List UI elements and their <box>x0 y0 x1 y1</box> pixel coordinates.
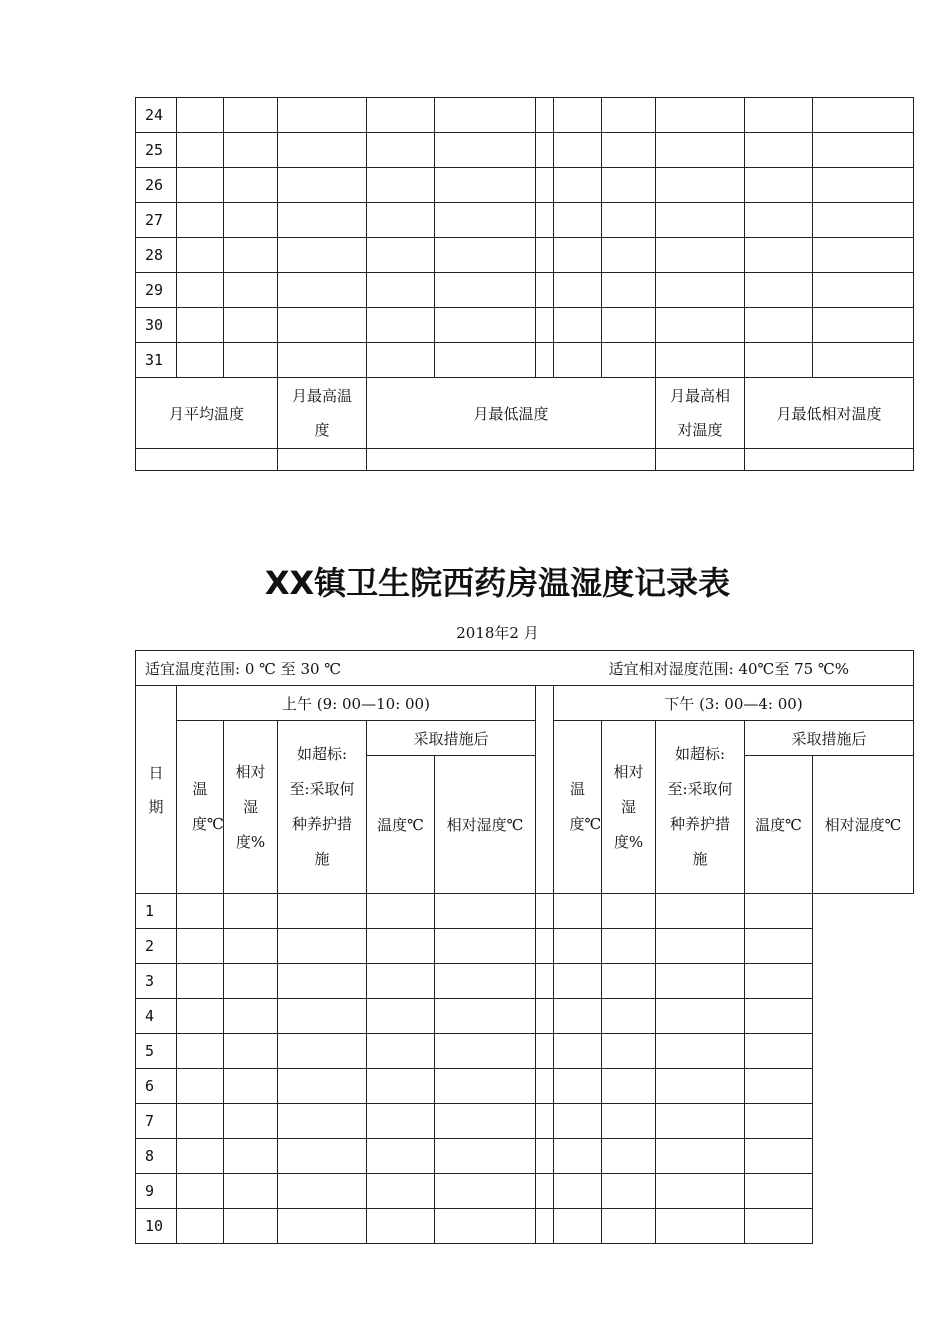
table-row <box>136 203 914 238</box>
divider-cell <box>536 273 554 308</box>
data-cell[interactable] <box>656 999 745 1034</box>
temp-range-text: 适宜温度范围: 0 ℃ 至 30 ℃ <box>145 659 342 678</box>
data-cell[interactable] <box>554 999 602 1034</box>
data-cell[interactable] <box>656 203 745 238</box>
humidity-range-text: 适宜相对湿度范围: 40℃至 75 ℃% <box>608 659 849 678</box>
divider-column <box>536 686 554 894</box>
data-cell[interactable] <box>278 308 367 343</box>
data-cell[interactable] <box>278 203 367 238</box>
afternoon-rh-text: 相对湿度% <box>613 762 644 851</box>
data-cell[interactable] <box>435 1069 536 1104</box>
row-number: 4 <box>136 999 177 1034</box>
max-rh-header-text: 月最高相对温度 <box>669 387 730 439</box>
data-cell[interactable] <box>554 1139 602 1174</box>
table-row <box>136 98 914 133</box>
data-cell[interactable] <box>224 1104 278 1139</box>
table-row <box>136 1139 914 1174</box>
data-cell[interactable] <box>367 1034 435 1069</box>
row-number: 28 <box>136 238 177 273</box>
table-row <box>136 999 914 1034</box>
data-cell[interactable] <box>602 1209 656 1244</box>
data-cell[interactable] <box>435 999 536 1034</box>
data-cell[interactable] <box>745 273 813 308</box>
page-title: XX镇卫生院西药房温湿度记录表 <box>264 564 731 602</box>
data-cell[interactable] <box>745 133 813 168</box>
max-rh-header <box>656 378 745 449</box>
data-cell[interactable] <box>602 343 656 378</box>
table-row <box>136 929 914 964</box>
data-cell[interactable] <box>813 133 914 168</box>
data-cell[interactable] <box>367 1069 435 1104</box>
max-temp-cell[interactable] <box>278 449 367 471</box>
row-number: 9 <box>136 1174 177 1209</box>
morning-after-temp-header: 温度℃ <box>367 756 435 894</box>
afternoon-header: 下午 (3: 00—4: 00) <box>554 686 914 721</box>
data-cell[interactable] <box>536 1209 554 1244</box>
data-cell[interactable] <box>367 1174 435 1209</box>
data-cell[interactable] <box>435 203 536 238</box>
data-cell[interactable] <box>435 273 536 308</box>
data-cell[interactable] <box>224 273 278 308</box>
afternoon-after-rh-header: 相对湿度℃ <box>813 756 914 894</box>
data-cell[interactable] <box>602 964 656 999</box>
data-cell[interactable] <box>554 1034 602 1069</box>
data-cell[interactable] <box>554 1069 602 1104</box>
data-cell[interactable] <box>554 98 602 133</box>
data-cell[interactable] <box>367 343 435 378</box>
table-row <box>136 1104 914 1139</box>
data-cell[interactable] <box>435 1209 536 1244</box>
data-cell[interactable] <box>745 1034 813 1069</box>
max-temp-header <box>278 378 367 449</box>
data-cell[interactable] <box>813 98 914 133</box>
data-cell[interactable] <box>278 1209 367 1244</box>
data-cell[interactable] <box>536 1139 554 1174</box>
data-cell[interactable] <box>278 964 367 999</box>
data-cell[interactable] <box>536 1069 554 1104</box>
data-cell[interactable] <box>656 1104 745 1139</box>
row-number: 29 <box>136 273 177 308</box>
data-cell[interactable] <box>367 203 435 238</box>
data-cell[interactable] <box>224 929 278 964</box>
bottom-table-rows <box>136 894 914 1244</box>
data-cell[interactable] <box>602 203 656 238</box>
table-row <box>136 168 914 203</box>
data-cell[interactable] <box>224 1069 278 1104</box>
data-cell[interactable] <box>554 133 602 168</box>
summary-value-row <box>136 449 914 471</box>
data-cell[interactable] <box>278 894 367 929</box>
row-number: 6 <box>136 1069 177 1104</box>
data-cell[interactable] <box>224 1139 278 1174</box>
data-cell[interactable] <box>435 894 536 929</box>
data-cell[interactable] <box>224 964 278 999</box>
data-cell[interactable] <box>278 999 367 1034</box>
data-cell[interactable] <box>745 203 813 238</box>
min-temp-header: 月最低温度 <box>367 378 656 449</box>
data-cell[interactable] <box>367 1209 435 1244</box>
data-cell[interactable] <box>435 98 536 133</box>
data-cell[interactable] <box>554 308 602 343</box>
data-cell[interactable] <box>177 929 224 964</box>
data-cell[interactable] <box>745 98 813 133</box>
data-cell[interactable] <box>745 168 813 203</box>
data-cell[interactable] <box>177 1069 224 1104</box>
data-cell[interactable] <box>224 999 278 1034</box>
data-cell[interactable] <box>602 929 656 964</box>
data-cell[interactable] <box>367 238 435 273</box>
data-cell[interactable] <box>367 929 435 964</box>
data-cell[interactable] <box>536 929 554 964</box>
divider-cell <box>536 168 554 203</box>
data-cell[interactable] <box>813 168 914 203</box>
data-cell[interactable] <box>813 238 914 273</box>
data-cell[interactable] <box>278 98 367 133</box>
row-number: 26 <box>136 168 177 203</box>
data-cell[interactable] <box>224 1174 278 1209</box>
row-number: 3 <box>136 964 177 999</box>
data-cell[interactable] <box>177 238 224 273</box>
data-cell[interactable] <box>536 1174 554 1209</box>
data-cell[interactable] <box>367 1104 435 1139</box>
row-number: 1 <box>136 894 177 929</box>
data-cell[interactable] <box>602 1139 656 1174</box>
data-cell[interactable] <box>602 308 656 343</box>
data-cell[interactable] <box>602 1104 656 1139</box>
data-cell[interactable] <box>435 308 536 343</box>
data-cell[interactable] <box>177 1174 224 1209</box>
data-cell[interactable] <box>656 308 745 343</box>
table-row <box>136 894 914 929</box>
data-cell[interactable] <box>177 343 224 378</box>
data-cell[interactable] <box>602 1069 656 1104</box>
table-row <box>136 964 914 999</box>
data-cell[interactable] <box>813 308 914 343</box>
data-cell[interactable] <box>602 1034 656 1069</box>
divider-cell <box>536 203 554 238</box>
data-cell[interactable] <box>745 1069 813 1104</box>
data-cell[interactable] <box>554 1174 602 1209</box>
data-cell[interactable] <box>536 1034 554 1069</box>
morning-after-header: 采取措施后 <box>367 721 536 756</box>
data-cell[interactable] <box>177 98 224 133</box>
table-row <box>136 1174 914 1209</box>
data-cell[interactable] <box>745 964 813 999</box>
data-cell[interactable] <box>554 964 602 999</box>
morning-header: 上午 (9: 00—10: 00) <box>177 686 536 721</box>
data-cell[interactable] <box>745 999 813 1034</box>
data-cell[interactable] <box>435 168 536 203</box>
row-number: 25 <box>136 133 177 168</box>
data-cell[interactable] <box>435 1139 536 1174</box>
data-cell[interactable] <box>367 964 435 999</box>
data-cell[interactable] <box>656 343 745 378</box>
morning-exceed-text: 如超标:至:采取何种养护措施 <box>289 745 355 868</box>
data-cell[interactable] <box>656 1139 745 1174</box>
row-number: 30 <box>136 308 177 343</box>
data-cell[interactable] <box>177 1139 224 1174</box>
avg-temp-cell[interactable] <box>136 449 278 471</box>
data-cell[interactable] <box>177 1104 224 1139</box>
divider-cell <box>536 238 554 273</box>
table-row <box>136 273 914 308</box>
data-cell[interactable] <box>554 168 602 203</box>
divider-cell <box>536 308 554 343</box>
data-cell[interactable] <box>278 1174 367 1209</box>
data-cell[interactable] <box>554 1209 602 1244</box>
data-cell[interactable] <box>554 203 602 238</box>
morning-temp-header <box>177 721 224 894</box>
summary-header-row <box>136 378 914 449</box>
data-cell[interactable] <box>177 168 224 203</box>
data-cell[interactable] <box>224 168 278 203</box>
data-cell[interactable] <box>367 98 435 133</box>
data-cell[interactable] <box>435 1104 536 1139</box>
data-cell[interactable] <box>367 1139 435 1174</box>
data-cell[interactable] <box>656 1174 745 1209</box>
data-cell[interactable] <box>536 999 554 1034</box>
data-cell[interactable] <box>177 894 224 929</box>
afternoon-after-header: 采取措施后 <box>745 721 914 756</box>
data-cell[interactable] <box>224 308 278 343</box>
table-row <box>136 343 914 378</box>
afternoon-temp-header <box>554 721 602 894</box>
data-cell[interactable] <box>602 1174 656 1209</box>
range-cell <box>136 651 914 686</box>
data-cell[interactable] <box>813 343 914 378</box>
data-cell[interactable] <box>435 343 536 378</box>
table-row <box>136 1209 914 1244</box>
row-number: 10 <box>136 1209 177 1244</box>
data-cell[interactable] <box>602 273 656 308</box>
data-cell[interactable] <box>536 1104 554 1139</box>
data-cell[interactable] <box>367 273 435 308</box>
data-cell[interactable] <box>367 133 435 168</box>
data-cell[interactable] <box>224 1209 278 1244</box>
data-cell[interactable] <box>656 98 745 133</box>
data-cell[interactable] <box>224 98 278 133</box>
row-number: 5 <box>136 1034 177 1069</box>
data-cell[interactable] <box>224 238 278 273</box>
data-cell[interactable] <box>224 343 278 378</box>
data-cell[interactable] <box>278 168 367 203</box>
data-cell[interactable] <box>745 929 813 964</box>
row-number: 27 <box>136 203 177 238</box>
date-header <box>136 686 177 894</box>
data-cell[interactable] <box>745 1209 813 1244</box>
divider-cell <box>536 98 554 133</box>
top-record-table <box>135 97 914 471</box>
data-cell[interactable] <box>278 238 367 273</box>
divider-cell <box>536 133 554 168</box>
data-cell[interactable] <box>602 168 656 203</box>
table-row <box>136 133 914 168</box>
data-cell[interactable] <box>367 168 435 203</box>
data-cell[interactable] <box>435 1034 536 1069</box>
data-cell[interactable] <box>177 133 224 168</box>
min-rh-header: 月最低相对温度 <box>745 378 914 449</box>
data-cell[interactable] <box>745 343 813 378</box>
data-cell[interactable] <box>656 964 745 999</box>
row-number: 31 <box>136 343 177 378</box>
data-cell[interactable] <box>224 133 278 168</box>
data-cell[interactable] <box>536 894 554 929</box>
data-cell[interactable] <box>224 1034 278 1069</box>
data-cell[interactable] <box>602 894 656 929</box>
row-number: 24 <box>136 98 177 133</box>
data-cell[interactable] <box>745 238 813 273</box>
data-cell[interactable] <box>278 343 367 378</box>
morning-rh-header <box>224 721 278 894</box>
afternoon-after-temp-header: 温度℃ <box>745 756 813 894</box>
data-cell[interactable] <box>278 1139 367 1174</box>
page-subtitle: 2018年2 月 <box>456 624 539 642</box>
data-cell[interactable] <box>602 98 656 133</box>
data-cell[interactable] <box>656 168 745 203</box>
data-cell[interactable] <box>177 999 224 1034</box>
min-rh-cell[interactable] <box>745 449 914 471</box>
data-cell[interactable] <box>554 929 602 964</box>
data-cell[interactable] <box>177 273 224 308</box>
data-cell[interactable] <box>602 133 656 168</box>
afternoon-temp-text: 温度℃ <box>569 780 602 833</box>
data-cell[interactable] <box>656 238 745 273</box>
top-table-rows <box>136 98 914 378</box>
min-temp-cell[interactable] <box>367 449 656 471</box>
data-cell[interactable] <box>656 929 745 964</box>
bottom-record-table <box>135 650 914 1244</box>
data-cell[interactable] <box>554 894 602 929</box>
data-cell[interactable] <box>367 308 435 343</box>
period-row <box>136 686 914 721</box>
avg-temp-header: 月平均温度 <box>136 378 278 449</box>
date-header-text: 日期 <box>148 763 164 816</box>
data-cell[interactable] <box>656 1034 745 1069</box>
data-cell[interactable] <box>435 1174 536 1209</box>
data-cell[interactable] <box>367 999 435 1034</box>
data-cell[interactable] <box>278 1069 367 1104</box>
row-number: 2 <box>136 929 177 964</box>
data-cell[interactable] <box>536 964 554 999</box>
data-cell[interactable] <box>177 1034 224 1069</box>
table-row <box>136 1034 914 1069</box>
data-cell[interactable] <box>656 894 745 929</box>
data-cell[interactable] <box>745 894 813 929</box>
data-cell[interactable] <box>177 1209 224 1244</box>
table-row <box>136 308 914 343</box>
column-header-row-1 <box>136 721 914 756</box>
data-cell[interactable] <box>435 929 536 964</box>
data-cell[interactable] <box>278 929 367 964</box>
morning-temp-text: 温度℃ <box>192 780 224 833</box>
data-cell[interactable] <box>745 1139 813 1174</box>
table-row <box>136 238 914 273</box>
afternoon-rh-header <box>602 721 656 894</box>
data-cell[interactable] <box>813 203 914 238</box>
afternoon-exceed-text: 如超标:至:采取何种养护措施 <box>667 745 733 868</box>
data-cell[interactable] <box>656 273 745 308</box>
data-cell[interactable] <box>554 238 602 273</box>
data-cell[interactable] <box>435 238 536 273</box>
range-row <box>136 651 914 686</box>
data-cell[interactable] <box>177 308 224 343</box>
morning-rh-text: 相对湿度% <box>235 762 266 851</box>
data-cell[interactable] <box>367 894 435 929</box>
data-cell[interactable] <box>656 133 745 168</box>
morning-after-rh-header: 相对湿度℃ <box>435 756 536 894</box>
data-cell[interactable] <box>554 1104 602 1139</box>
data-cell[interactable] <box>813 273 914 308</box>
data-cell[interactable] <box>602 238 656 273</box>
data-cell[interactable] <box>602 999 656 1034</box>
data-cell[interactable] <box>745 1104 813 1139</box>
data-cell[interactable] <box>656 1069 745 1104</box>
data-cell[interactable] <box>435 964 536 999</box>
data-cell[interactable] <box>278 1034 367 1069</box>
data-cell[interactable] <box>224 203 278 238</box>
data-cell[interactable] <box>278 133 367 168</box>
data-cell[interactable] <box>656 1209 745 1244</box>
data-cell[interactable] <box>554 343 602 378</box>
afternoon-exceed-header <box>656 721 745 894</box>
row-number: 8 <box>136 1139 177 1174</box>
divider-cell <box>536 343 554 378</box>
data-cell[interactable] <box>278 1104 367 1139</box>
morning-exceed-header <box>278 721 367 894</box>
data-cell[interactable] <box>745 308 813 343</box>
data-cell[interactable] <box>224 894 278 929</box>
data-cell[interactable] <box>554 273 602 308</box>
data-cell[interactable] <box>435 133 536 168</box>
max-temp-header-text: 月最高温度 <box>291 387 352 439</box>
data-cell[interactable] <box>177 964 224 999</box>
data-cell[interactable] <box>278 273 367 308</box>
table-row <box>136 1069 914 1104</box>
data-cell[interactable] <box>177 203 224 238</box>
max-rh-cell[interactable] <box>656 449 745 471</box>
data-cell[interactable] <box>745 1174 813 1209</box>
row-number: 7 <box>136 1104 177 1139</box>
